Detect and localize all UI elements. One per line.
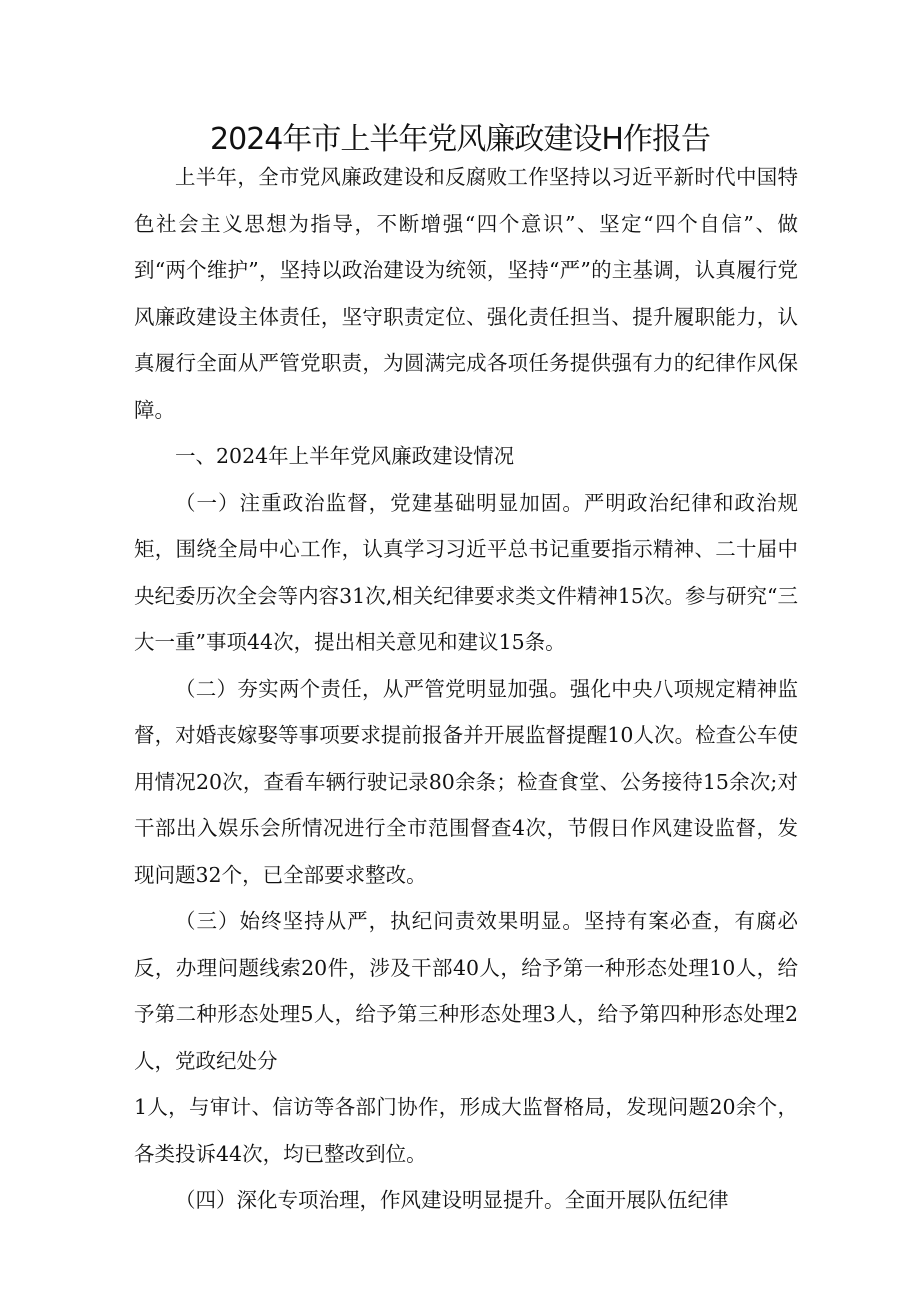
subsection-paragraph-2: （二）夯实两个责任，从严管党明显加强。强化中央八项规定精神监督，对婚丧嫁娶等事项要求提前报备并开展监督提醒10人次。检查公车使用情况20次，查看车辆行驶记录80余条；检查食堂、公务接待15余次;对干部出入娱乐会所情况进行全市范围督查4次，节假日作风建设监督，发现问题32个，已全部要求整改。 bbox=[134, 676, 798, 887]
intro-paragraph: 上半年，全市党风廉政建设和反腐败工作坚持以习近平新时代中国特色社会主义思想为指导，不断增强“四个意识”、坚定“四个自信”、做到“两个维护”，坚持以政治建设为统领，坚持“严”的主基调，认真履行党风廉政建设主体责任，坚守职责定位、强化责任担当、提升履职能力，认真履行全面从严管党职责，为圆满完成各项任务提供强有力的纪律作风保障。 bbox=[134, 165, 798, 422]
subsection-paragraph-1: （一）注重政治监督，党建基础明显加固。严明政治纪律和政治规矩，围绕全局中心工作，认真学习习近平总书记重要指示精神、二十届中央纪委历次全会等内容31次,相关纪律要求类文件精神15次。参与研究“三大一重”事项44次，提出相关意见和建议15条。 bbox=[134, 490, 798, 654]
subsection-paragraph-3: （三）始终坚持从严，执纪问责效果明显。坚持有案必查，有腐必反，办理问题线索20件，涉及干部40人，给予第一种形态处理10人，给予第二种形态处理5人，给予第三种形态处理3人，给予第四种形态处理2人，党政纪处分 bbox=[134, 909, 798, 1073]
subsection-paragraph-4: （四）深化专项治理，作风建设明显提升。全面开展队伍纪律 bbox=[175, 1188, 729, 1212]
document-body bbox=[134, 154, 798, 1224]
section-heading: 一、2024年上半年党风廉政建设情况 bbox=[175, 444, 515, 468]
document-title: 2024年市上半年党风廉政建设H作报告 bbox=[210, 122, 710, 157]
continuation-paragraph: 1人，与审计、信访等各部门协作，形成大监督格局，发现问题20余个，各类投诉44次，均已整改到位。 bbox=[134, 1095, 798, 1166]
